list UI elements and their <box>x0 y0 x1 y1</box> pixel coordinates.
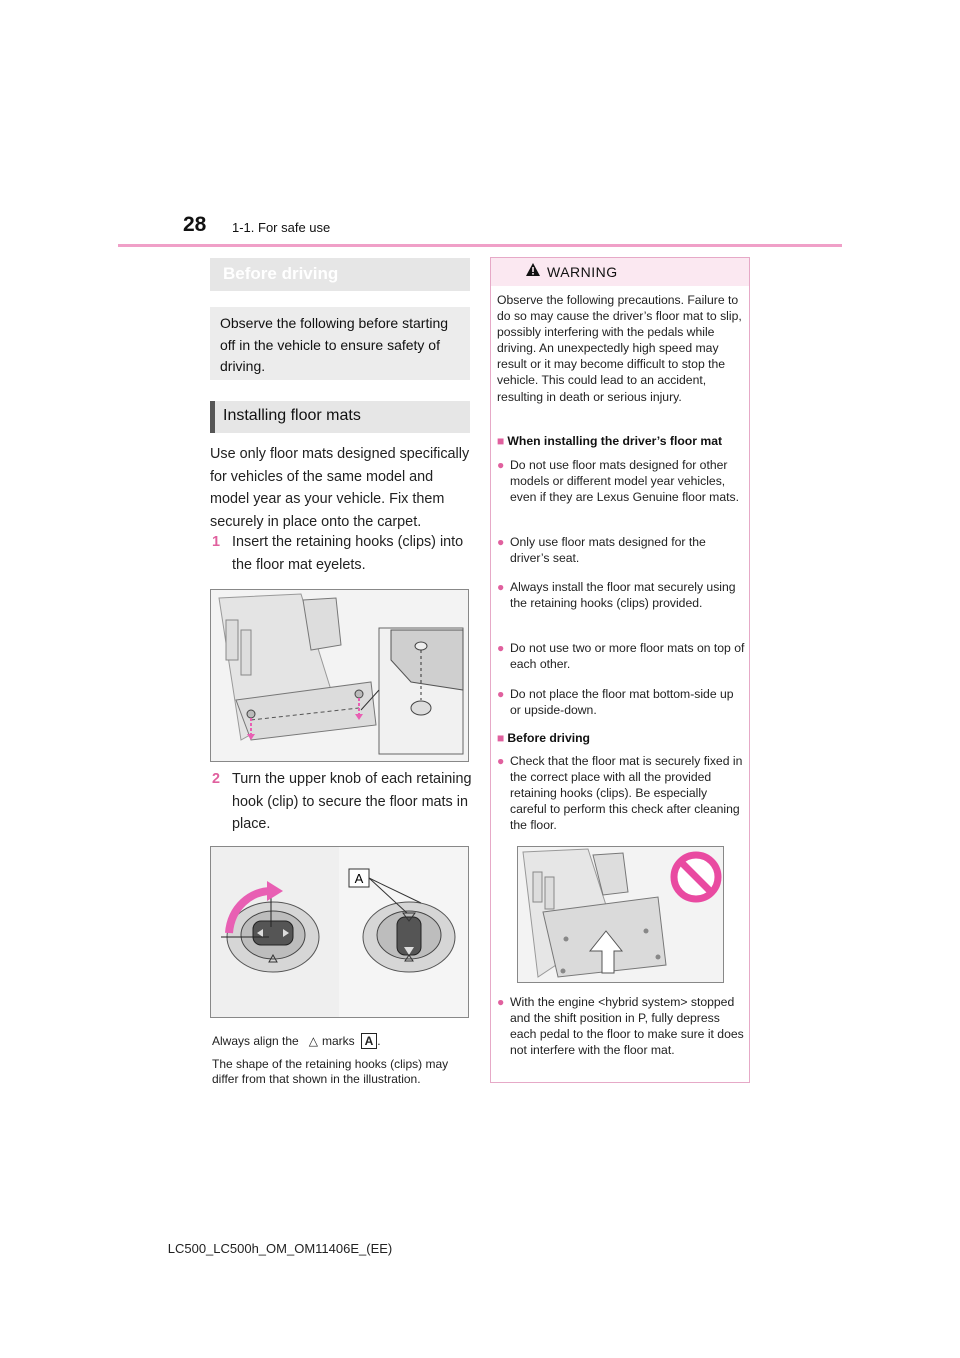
step-1 <box>212 531 474 579</box>
bullet-dot-icon: ● <box>497 535 505 549</box>
step-2 <box>212 768 474 838</box>
warning-bullet <box>497 994 745 1076</box>
before-driving-title: Before driving <box>223 264 339 283</box>
floor-mat-drawing <box>211 590 468 761</box>
installing-floor-mats-heading <box>210 401 470 433</box>
warning-icon <box>525 262 541 277</box>
triangle-mark-icon: △ <box>308 1034 318 1048</box>
warning-bullet <box>497 640 745 674</box>
section-title: 1-1. For safe use <box>232 220 331 235</box>
warning-bullet-text: Only use floor mats designed for the driver’s seat. <box>510 535 706 566</box>
installing-title: Installing floor mats <box>223 407 361 424</box>
warning-bullet-text: Do not use two or more floor mats on top of each other. <box>510 641 745 672</box>
prohibited-icon <box>674 855 718 899</box>
footer-text: LC500_LC500h_OM_OM11406E_(EE) <box>167 1241 393 1256</box>
header-rule <box>118 244 842 247</box>
page-number: 28 <box>183 213 207 236</box>
prohibited-floor-mat-illustration <box>517 846 724 983</box>
figure-marker-a: A <box>354 871 364 886</box>
warning-subheading-installing <box>497 434 745 448</box>
bullet-dot-icon: ● <box>497 995 505 1009</box>
bullet-dot-icon: ● <box>497 754 505 768</box>
caption-prefix: Always align the <box>212 1034 299 1048</box>
warning-bullet <box>497 534 745 568</box>
retaining-hook-drawing <box>211 847 468 1017</box>
warning-subheading-before-driving <box>497 731 745 745</box>
align-marks-caption <box>212 1033 470 1049</box>
bullet-dot-icon: ● <box>497 458 505 472</box>
bullet-dot-icon: ● <box>497 687 505 701</box>
warning-bullet <box>497 579 745 629</box>
square-bullet-icon: ■ <box>497 434 505 448</box>
caption-suffix: . <box>377 1034 381 1048</box>
body-paragraph: Use only floor mats designed specifically for vehicles of the same model and model year as your vehicle. Fix them securely in place onto the carpet. <box>210 446 470 530</box>
step-2-text: Turn the upper knob of each retaining hook (clip) to secure the floor mats in place. <box>232 771 472 832</box>
warning-bullet-text: With the engine <hybrid system> stopped and the shift position in P, fully depress each pedal to the floor to make sure it does not interfere with the floor mat. <box>510 995 744 1058</box>
before-driving-heading <box>210 258 470 291</box>
hook-shape-caption: The shape of the retaining hooks (clips) may differ from that shown in the illustration. <box>212 1057 449 1086</box>
warning-intro: Observe the following precautions. Failure to do so may cause the driver’s floor mat to slip, possibly interfering with the pedals while driving. An unexpectedly high speed may result or it may become difficult to stop the vehicle. This could lead to an accident, resulting in death or serious injury. <box>497 293 742 404</box>
warning-bullet <box>497 686 745 720</box>
warning-bullet-text: Do not use floor mats designed for other models or different model year vehicles, even if they are Lexus Genuine floor mats. <box>510 458 739 505</box>
square-bullet-icon: ■ <box>497 731 505 745</box>
step-1-text: Insert the retaining hooks (clips) into the floor mat eyelets. <box>232 534 464 573</box>
caption-marks: marks <box>321 1034 355 1048</box>
warning-sub1-text: When installing the driver’s floor mat <box>507 434 723 448</box>
warning-bullet <box>497 457 745 523</box>
step-2-number: 2 <box>212 771 221 787</box>
warning-bullet-text: Always install the floor mat securely using the retaining hooks (clips) provided. <box>510 580 736 611</box>
warning-sub2-text: Before driving <box>507 731 590 745</box>
step-1-number: 1 <box>212 534 221 550</box>
warning-bullet-text: Do not place the floor mat bottom-side up or upside-down. <box>510 687 734 718</box>
intro-box <box>210 307 470 380</box>
warning-bullet-text: Check that the floor mat is securely fixed in the correct place with all the provided retaining hooks (clips). Be especially careful to perform this check after cleaning the floor. <box>510 754 743 833</box>
warning-header <box>491 258 749 286</box>
intro-text: Observe the following before starting off in the vehicle to ensure safety of driving. <box>220 315 449 374</box>
caption-marker-a: A <box>361 1033 378 1049</box>
retaining-hook-illustration <box>210 846 469 1018</box>
bullet-dot-icon: ● <box>497 580 505 594</box>
floor-mat-hooks-illustration <box>210 589 469 762</box>
bullet-dot-icon: ● <box>497 641 505 655</box>
warning-title: WARNING <box>547 264 618 280</box>
prohibited-mat-drawing <box>518 847 723 982</box>
footer-doc-code <box>0 1241 960 1256</box>
warning-bullet <box>497 753 745 835</box>
